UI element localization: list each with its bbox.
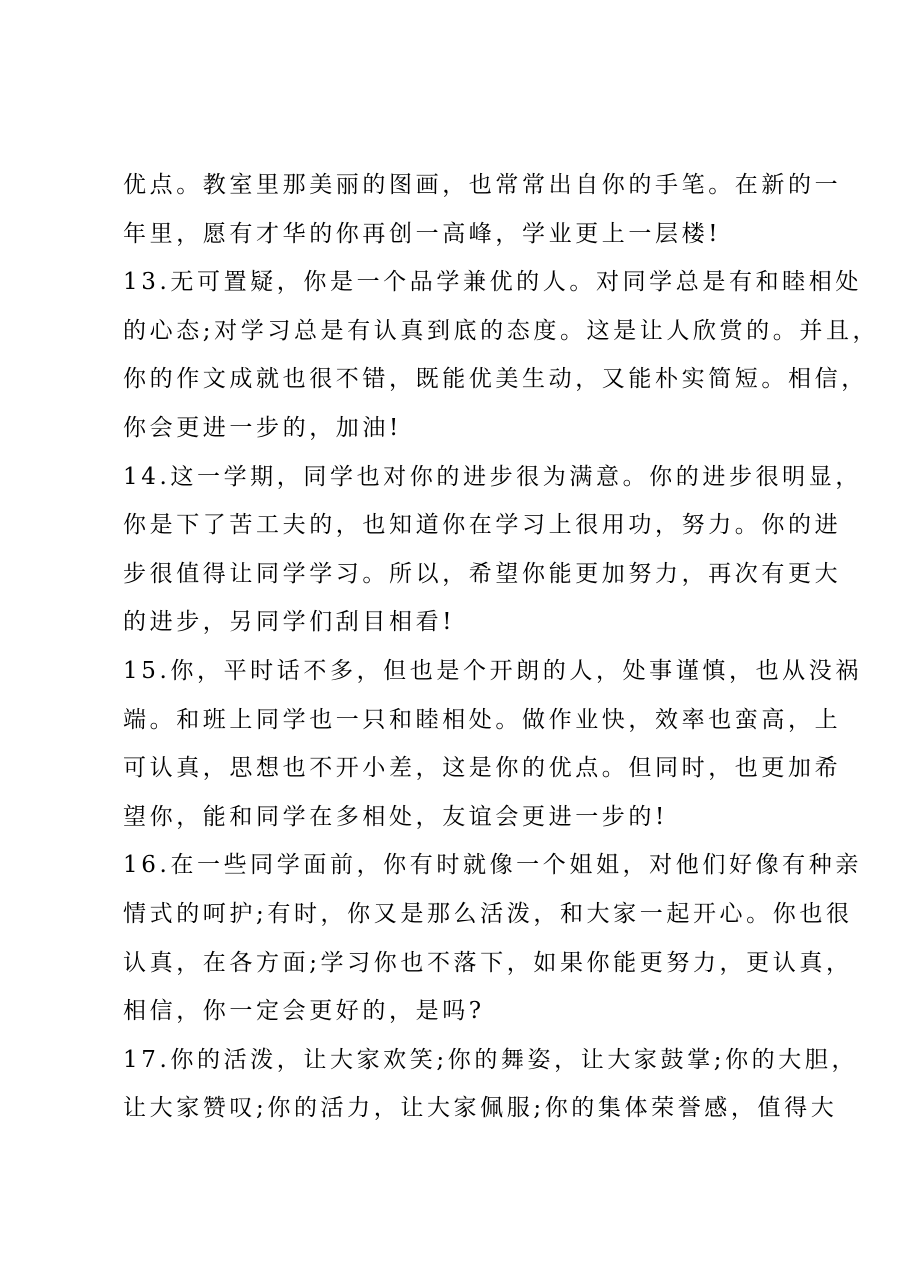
text-line: 14.这一学期，同学也对你的进步很为满意。你的进步很明显， bbox=[123, 463, 862, 490]
text-line: 15.你，平时话不多，但也是个开朗的人，处事谨慎，也从没祸 bbox=[123, 657, 862, 684]
text-line: 你会更进一步的，加油! bbox=[123, 414, 402, 441]
text-line: 优点。教室里那美丽的图画，也常常出自你的手笔。在新的一 bbox=[123, 172, 842, 198]
text-line: 望你，能和同学在多相处，友谊会更进一步的! bbox=[123, 803, 668, 830]
text-line: 认真，在各方面;学习你也不落下，如果你能更努力，更认真， bbox=[123, 949, 853, 976]
text-line: 你是下了苦工夫的，也知道你在学习上很用功，努力。你的进 bbox=[123, 512, 842, 539]
text-line: 可认真，思想也不开小差，这是你的优点。但同时，也更加希 bbox=[123, 755, 842, 782]
text-line: 的心态;对学习总是有认真到底的态度。这是让人欣赏的。并且， bbox=[123, 317, 880, 344]
text-line: 端。和班上同学也一只和睦相处。做作业快，效率也蛮高，上 bbox=[123, 706, 842, 733]
text-line: 年里，愿有才华的你再创一高峰，学业更上一层楼! bbox=[123, 220, 722, 247]
text-line: 13.无可置疑，你是一个品学兼优的人。对同学总是有和睦相处 bbox=[123, 269, 862, 296]
text-line: 的进步，另同学们刮目相看! bbox=[123, 609, 456, 636]
text-line: 你的作文成就也很不错，既能优美生动，又能朴实简短。相信， bbox=[123, 366, 868, 393]
text-line: 让大家赞叹;你的活力，让大家佩服;你的集体荣誉感，值得大 bbox=[123, 1095, 838, 1122]
text-line: 情式的呵护;有时，你又是那么活泼，和大家一起开心。你也很 bbox=[123, 900, 853, 927]
text-line: 17.你的活泼，让大家欢笑;你的舞姿，让大家鼓掌;你的大胆， bbox=[123, 1046, 859, 1073]
text-line: 相信，你一定会更好的，是吗? bbox=[123, 998, 485, 1025]
text-line: 16.在一些同学面前，你有时就像一个姐姐，对他们好像有种亲 bbox=[123, 852, 862, 879]
document-body bbox=[123, 161, 880, 1133]
text-line: 步很值得让同学学习。所以，希望你能更加努力，再次有更大 bbox=[123, 560, 842, 587]
